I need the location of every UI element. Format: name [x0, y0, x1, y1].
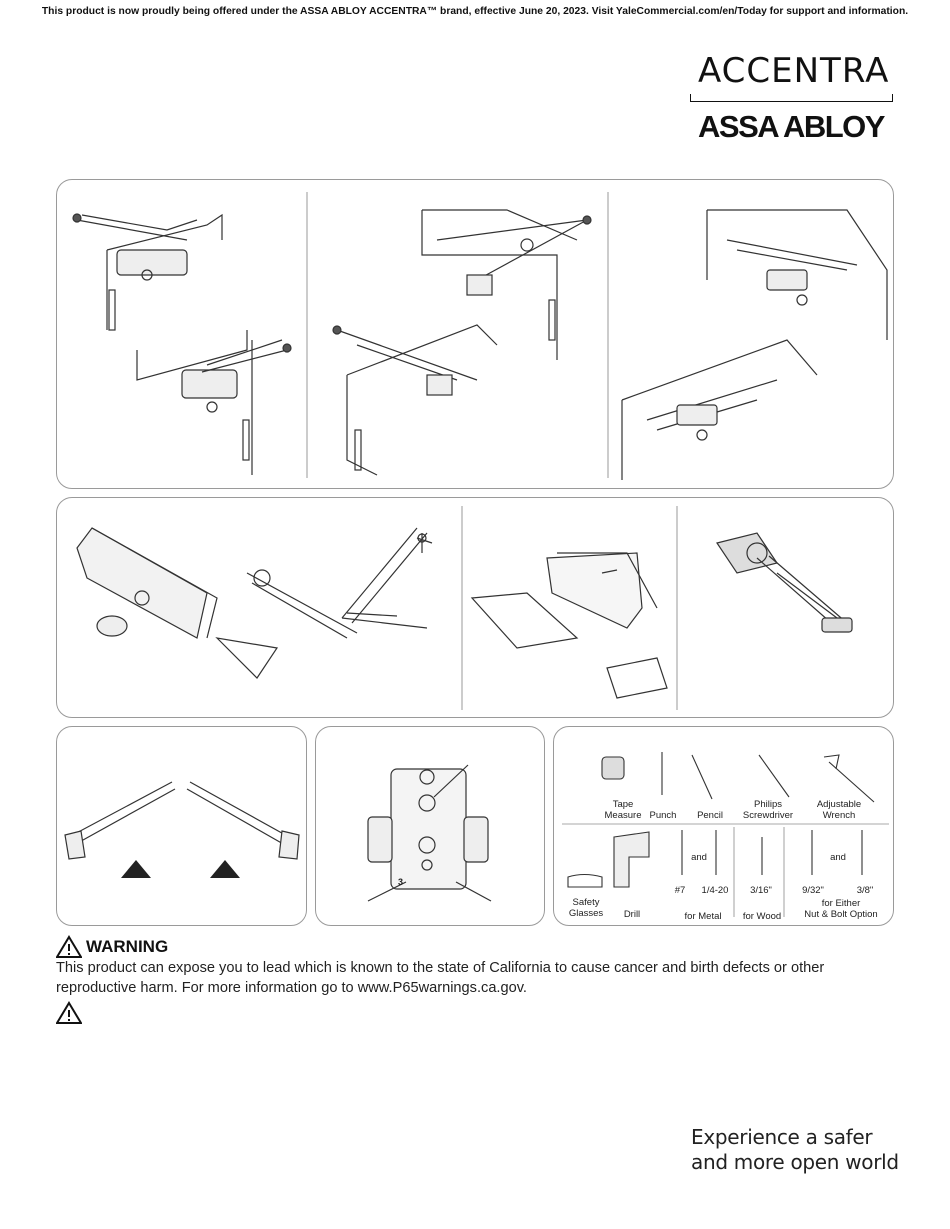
- tool-punch-label: Punch: [649, 810, 677, 821]
- tagline-line-1: Experience a safer: [691, 1125, 873, 1149]
- arm-orientation-panel: [56, 726, 307, 926]
- parallel-arm-mount-illustration: [622, 210, 887, 480]
- company-logo: [690, 51, 900, 144]
- tool-pencil-label: Pencil: [697, 810, 723, 821]
- required-tools-panel: [553, 726, 894, 926]
- brand-notice: This product is now proudly being offered under the ASSA ABLOY ACCENTRA™ brand, effective June 20, 2023. Visit YaleCommercial.com/en/Today for support and information.: [41, 6, 909, 17]
- brand-tagline: [691, 1125, 911, 1175]
- for-metal-label: for Metal: [684, 911, 722, 922]
- tape-measure-icon: [602, 757, 624, 779]
- tool-tape-measure-label: Tape Measure: [604, 799, 642, 821]
- and-label-2: and: [830, 852, 846, 863]
- cover-plate-illustration: [472, 553, 667, 698]
- tagline-line-2: and more open world: [691, 1150, 899, 1174]
- warning-text: This product can expose you to lead which is known to the state of California to cause cancer and birth defects or other reproductive harm. For more information go to www.P65warnings.ca.gov.: [56, 960, 825, 996]
- screwdriver-icon: [759, 755, 789, 797]
- tool-philips-label: Philips Screwdriver: [742, 799, 794, 821]
- arm-orientation-illustration: [57, 727, 308, 927]
- left-arrow-icon: [121, 860, 151, 878]
- bit-3-16-label: 3/16": [750, 885, 772, 896]
- tool-glasses-label: Safety Glasses: [568, 897, 604, 919]
- for-wood-label: for Wood: [742, 911, 782, 922]
- safety-glasses-icon: [568, 875, 602, 888]
- right-arrow-icon: [210, 860, 240, 878]
- for-either-label: for Either Nut & Bolt Option: [804, 898, 878, 920]
- regular-arm-mount-illustration: [73, 214, 291, 475]
- mounting-illustrations: [57, 180, 895, 490]
- bit-3-8-label: 3/8": [856, 885, 874, 896]
- drill-icon: [614, 832, 649, 887]
- closer-adjustment-illustration: [316, 727, 546, 927]
- logo-divider: [690, 94, 893, 102]
- adjustment-label: 3: [398, 877, 404, 887]
- bit-9-32-label: 9/32": [802, 885, 824, 896]
- top-jamb-mount-illustration: [333, 210, 591, 475]
- arm-assembly-illustration: [717, 533, 852, 632]
- warning-heading: [56, 934, 168, 960]
- bit-7-label: #7: [674, 885, 686, 896]
- closer-adjustment-panel: [315, 726, 545, 926]
- and-label-1: and: [691, 852, 707, 863]
- package-contents-panel: [56, 497, 894, 718]
- tool-drill-label: Drill: [623, 909, 641, 920]
- pencil-icon: [692, 755, 712, 799]
- warning-triangle-icon: [56, 1001, 82, 1025]
- mounting-applications-panel: [56, 179, 894, 489]
- contents-illustrations: [57, 498, 895, 719]
- closer-body-illustration: [77, 528, 432, 678]
- warning-title: WARNING: [86, 937, 169, 956]
- tool-wrench-label: Adjustable Wrench: [816, 799, 862, 821]
- bit-1-4-20-label: 1/4-20: [701, 885, 729, 896]
- logo-assa-abloy: ASSA ABLOY: [698, 109, 884, 144]
- logo-accentra: ACCENTRA: [698, 51, 890, 91]
- wrench-icon: [824, 755, 874, 802]
- warning-triangle-icon: [56, 935, 82, 959]
